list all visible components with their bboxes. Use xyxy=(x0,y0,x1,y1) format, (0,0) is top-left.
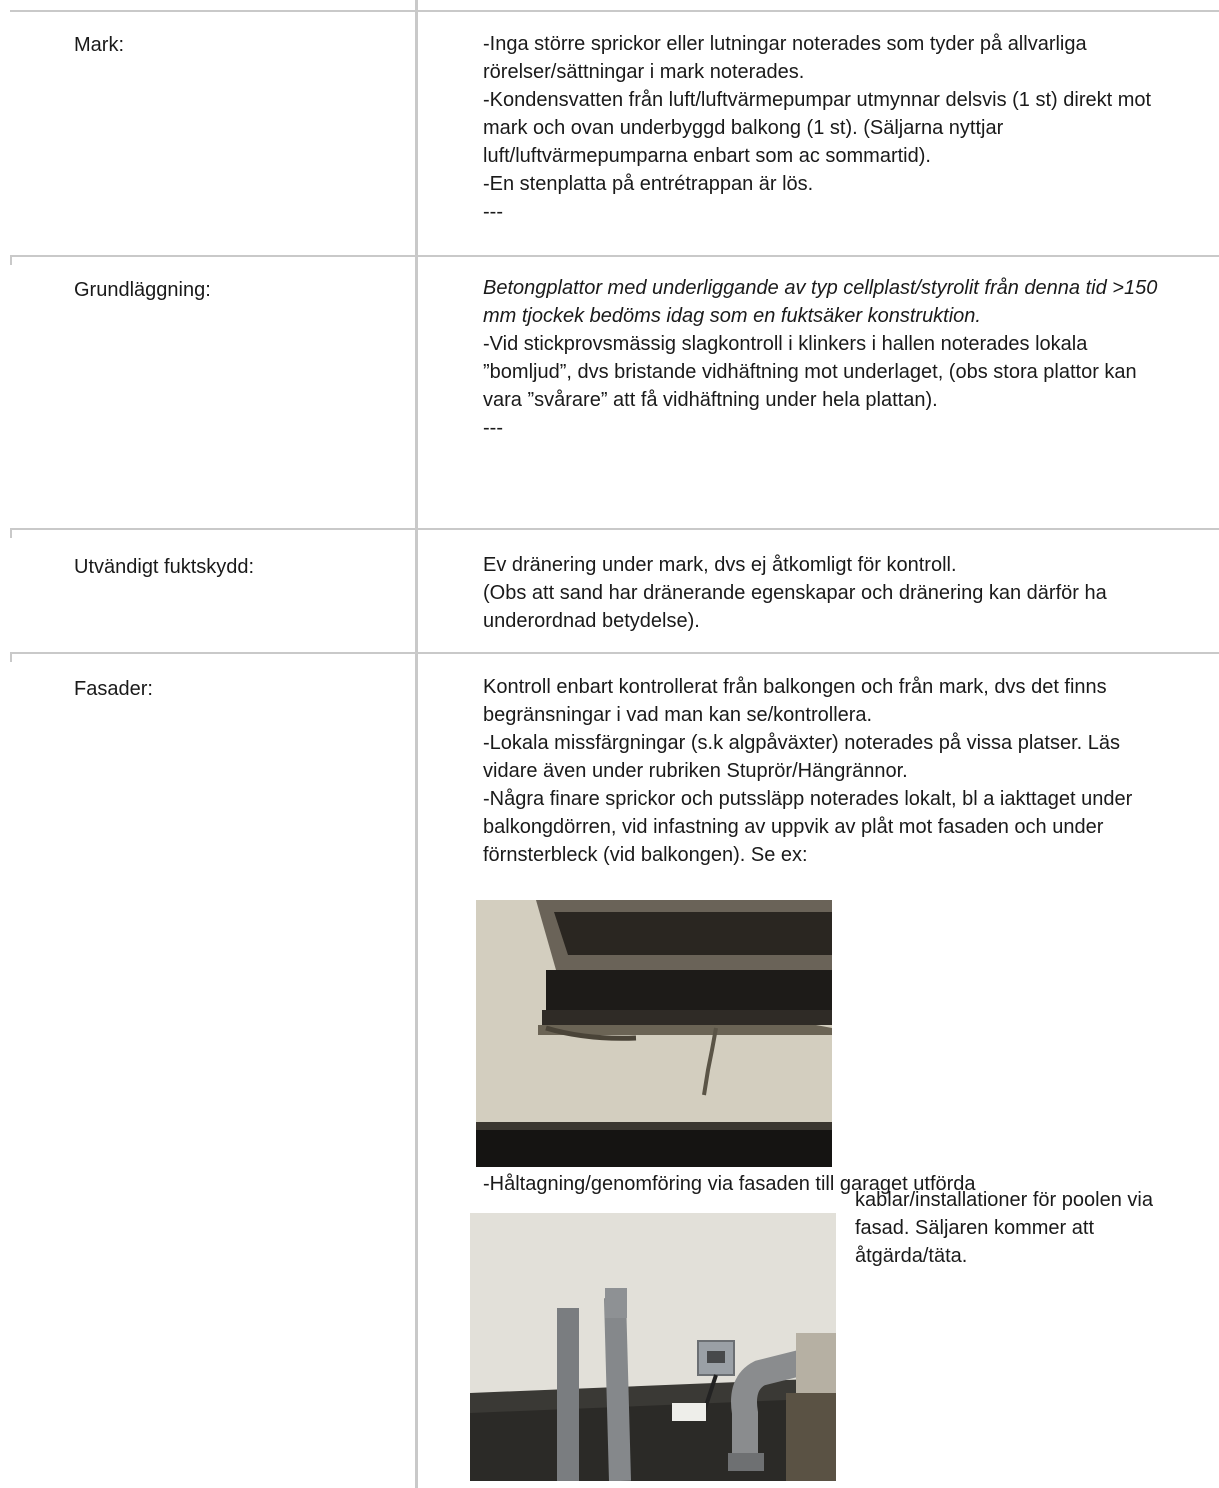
facade-penetration-photo xyxy=(470,1213,836,1481)
text-line: -Inga större sprickor eller lutningar noterades som tyder på allvarliga rörelser/sättningar i mark noterades. xyxy=(483,33,1087,83)
row-content-utvandigt-fuktskydd xyxy=(483,551,1173,635)
text-line: -Vid stickprovsmässig slagkontroll i klinkers i hallen noterades lokala ”bomljud”, dvs bristande vidhäftning mot underlaget, (obs stora plattor kan vara ”svårare” att få vidhäftning under hela plattan). xyxy=(483,333,1137,411)
text-line: Ev dränering under mark, dvs ej åtkomligt för kontroll. xyxy=(483,554,957,576)
row-separator xyxy=(10,528,1219,530)
row-content-mark xyxy=(483,30,1173,226)
text-line: --- xyxy=(483,417,503,439)
text-line: -Kondensvatten från luft/luftvärmepumpar utmynnar delsvis (1 st) direkt mot mark och ovan underbyggd balkong (1 st). (Säljarna nyttjar luft/luftvärmepumparna enbart som ac sommartid). xyxy=(483,89,1152,167)
row-separator xyxy=(10,10,1219,12)
row-label-grundlaggning: Grundläggning: xyxy=(74,279,211,301)
photo-caption: kablar/installationer för poolen via fasad. Säljaren kommer att åtgärda/täta. xyxy=(855,1189,1153,1267)
text-line: (Obs att sand har dränerande egenskapar och dränering kan därför ha underordnad betydelse). xyxy=(483,582,1107,632)
column-divider xyxy=(415,0,418,1488)
text-line: Kontroll enbart kontrollerat från balkongen och från mark, dvs det finns begränsningar i vad man kan se/kontrollera. xyxy=(483,676,1107,726)
facade-crack-photo xyxy=(476,900,832,1167)
row-content-grundlaggning xyxy=(483,274,1173,442)
text-line: -Håltagning/genomföring via fasaden till garaget utförda xyxy=(483,1173,976,1195)
row-label-utvandigt-fuktskydd: Utvändigt fuktskydd: xyxy=(74,556,255,578)
text-line: -En stenplatta på entrétrappan är lös. xyxy=(483,173,814,195)
row-separator xyxy=(10,255,1219,257)
italic-text: Betongplattor med underliggande av typ cellplast/styrolit från denna tid >150 mm tjockek bedöms idag som en fuktsäker konstruktion. xyxy=(483,277,1158,327)
row-content-fasader xyxy=(483,673,1173,869)
text-line: -Lokala missfärgningar (s.k algpåväxter) noterades på vissa platser. Läs vidare även under rubriken Stuprör/Hängrännor. xyxy=(483,732,1120,782)
text-line: --- xyxy=(483,201,503,223)
row-label-fasader: Fasader: xyxy=(74,678,153,700)
row-label-mark: Mark: xyxy=(74,34,124,56)
row-separator xyxy=(10,652,1219,654)
text-line: -Några finare sprickor och putssläpp noterades lokalt, bl a iakttaget under balkongdörren, vid infastning av uppvik av plåt mot fasaden och under förnsterbleck (vid balkongen). Se ex: xyxy=(483,788,1133,866)
